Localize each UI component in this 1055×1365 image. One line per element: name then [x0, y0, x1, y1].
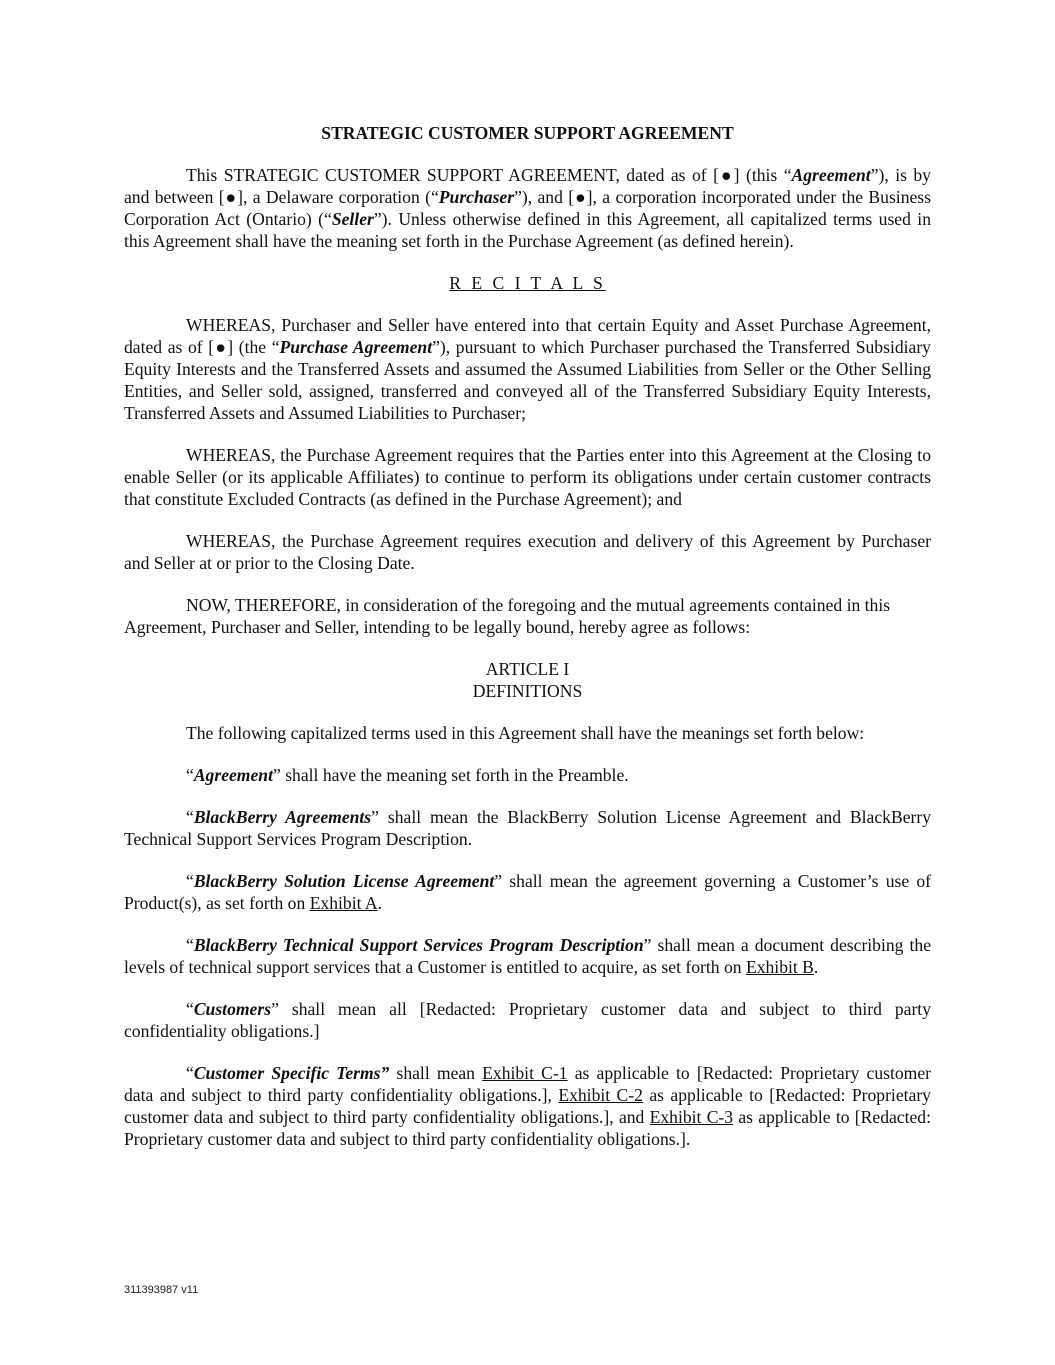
- preamble-text: This STRATEGIC CUSTOMER SUPPORT AGREEMENT, dated as of [●] (this “: [186, 165, 792, 185]
- exhibit-c2-link[interactable]: Exhibit C-2: [558, 1085, 643, 1105]
- definition-text: shall mean: [389, 1063, 483, 1083]
- defined-term: Customer Specific Terms”: [193, 1063, 390, 1083]
- definition-text: ” shall have the meaning set forth in the Preamble.: [272, 765, 629, 785]
- definition-text: as applicable to [Redacted: Proprietary customer data and subject to third party confidentiality obligations.], and: [124, 1085, 931, 1127]
- definition-text: ” shall mean all [Redacted: Proprietary customer data and subject to third party confidentiality obligations.]: [124, 999, 931, 1041]
- definition-text: as applicable to [Redacted: Proprietary customer data and subject to third party confidentiality obligations.],: [124, 1063, 932, 1105]
- definition-text: ” shall mean the BlackBerry Solution License Agreement and BlackBerry Technical Support Services Program Description.: [124, 807, 932, 849]
- defined-term-purchaser: Purchaser: [438, 187, 515, 207]
- preamble-text: ”), is by and between [●], a Delaware corporation (“: [124, 165, 931, 207]
- definition-text: as applicable to [Redacted: Proprietary customer data and subject to third party confidentiality obligations.].: [124, 1107, 931, 1149]
- definition-customers: “Customers” shall mean all [Redacted: Proprietary customer data and subject to third party confidentiality obligations.]: [124, 999, 931, 1041]
- preamble-paragraph: [124, 164, 931, 252]
- recital-paragraph-3: WHEREAS, the Purchase Agreement requires execution and delivery of this Agreement by Purchaser and Seller at or prior to the Closing Date.: [124, 531, 931, 573]
- defined-term: BlackBerry Technical Support Services Program Description: [193, 935, 644, 955]
- recital-text: ”), pursuant to which Purchaser purchased the Transferred Subsidiary Equity Interests and the Transferred Assets and assumed the Assumed Liabilities from Seller or the Other Selling Entities, and Seller sold, assigned, transferred and conveyed all of the Transferred Subsidiary Equity Interests, Transferred Assets and Assumed Liabilities to Purchaser;: [124, 337, 931, 423]
- definition-blackberry-technical-support: “BlackBerry Technical Support Services Program Description” shall mean a document describing the levels of technical support services that a Customer is entitled to acquire, as set forth on Exhibit B.: [124, 935, 931, 977]
- defined-term-purchase-agreement: Purchase Agreement: [279, 337, 433, 357]
- definition-text: ” shall mean the agreement governing a Customer’s use of Product(s), as set forth on: [124, 871, 931, 913]
- definition-blackberry-agreements: “BlackBerry Agreements” shall mean the BlackBerry Solution License Agreement and BlackBerry Technical Support Services Program Description.: [124, 807, 932, 849]
- definition-blackberry-solution-license: “BlackBerry Solution License Agreement” shall mean the agreement governing a Customer’s use of Product(s), as set forth on Exhibit A.: [124, 871, 931, 913]
- document-body: [124, 122, 931, 1170]
- defined-term: BlackBerry Solution License Agreement: [193, 871, 495, 891]
- document-title: STRATEGIC CUSTOMER SUPPORT AGREEMENT: [321, 123, 734, 143]
- preamble-text: ”). Unless otherwise defined in this Agreement, all capitalized terms used in this Agreement shall have the meaning set forth in the Purchase Agreement (as defined herein).: [124, 209, 931, 251]
- preamble-text: ”), and [●], a corporation incorporated under the Business Corporation Act (Ontario) (“: [124, 187, 931, 229]
- footer-document-id: 311393987 v11: [124, 1284, 199, 1296]
- article-heading: [124, 658, 931, 702]
- now-therefore-paragraph: NOW, THEREFORE, in consideration of the foregoing and the mutual agreements contained in this Agreement, Purchaser and Seller, intending to be legally bound, hereby agree as follows:: [124, 595, 891, 637]
- article-title: DEFINITIONS: [472, 681, 583, 701]
- exhibit-c1-link[interactable]: Exhibit C-1: [482, 1063, 568, 1083]
- defined-term-seller: Seller: [331, 209, 374, 229]
- recital-text: WHEREAS, Purchaser and Seller have entered into that certain Equity and Asset Purchase Agreement, dated as of [●] (the “: [124, 315, 931, 357]
- article-number: ARTICLE I: [485, 659, 570, 679]
- defined-term: Agreement: [193, 765, 273, 785]
- recital-paragraph-1: [124, 314, 931, 424]
- defined-term-agreement: Agreement: [791, 165, 871, 185]
- exhibit-b-link[interactable]: Exhibit B: [745, 957, 814, 977]
- definitions-intro: The following capitalized terms used in this Agreement shall have the meanings set forth below:: [186, 723, 865, 743]
- definition-agreement: “Agreement” shall have the meaning set forth in the Preamble.: [186, 765, 629, 785]
- recital-paragraph-2: WHEREAS, the Purchase Agreement requires that the Parties enter into this Agreement at the Closing to enable Seller (or its applicable Affiliates) to continue to perform its obligations under certain customer contracts that constitute Excluded Contracts (as defined in the Purchase Agreement); and: [124, 445, 931, 509]
- defined-term: BlackBerry Agreements: [193, 807, 372, 827]
- definition-text: ” shall mean a document describing the levels of technical support services that a Customer is entitled to acquire, as set forth on: [124, 935, 931, 977]
- exhibit-c3-link[interactable]: Exhibit C-3: [649, 1107, 734, 1127]
- defined-term: Customers: [193, 999, 272, 1019]
- exhibit-a-link[interactable]: Exhibit A: [309, 893, 378, 913]
- definition-customer-specific-terms: “Customer Specific Terms” shall mean Exhibit C-1 as applicable to [Redacted: Proprietary customer data and subject to third party confidentiality obligations.], Exhibit C-2 as applicable to [Redacted: Proprietary customer data and subject to third party confidentiality obligations.], and Exhibit C-3 as applicable to [Redacted: Proprietary customer data and subject to third party confidentiality obligations.].: [124, 1063, 932, 1149]
- recitals-heading: R E C I T A L S: [449, 273, 606, 293]
